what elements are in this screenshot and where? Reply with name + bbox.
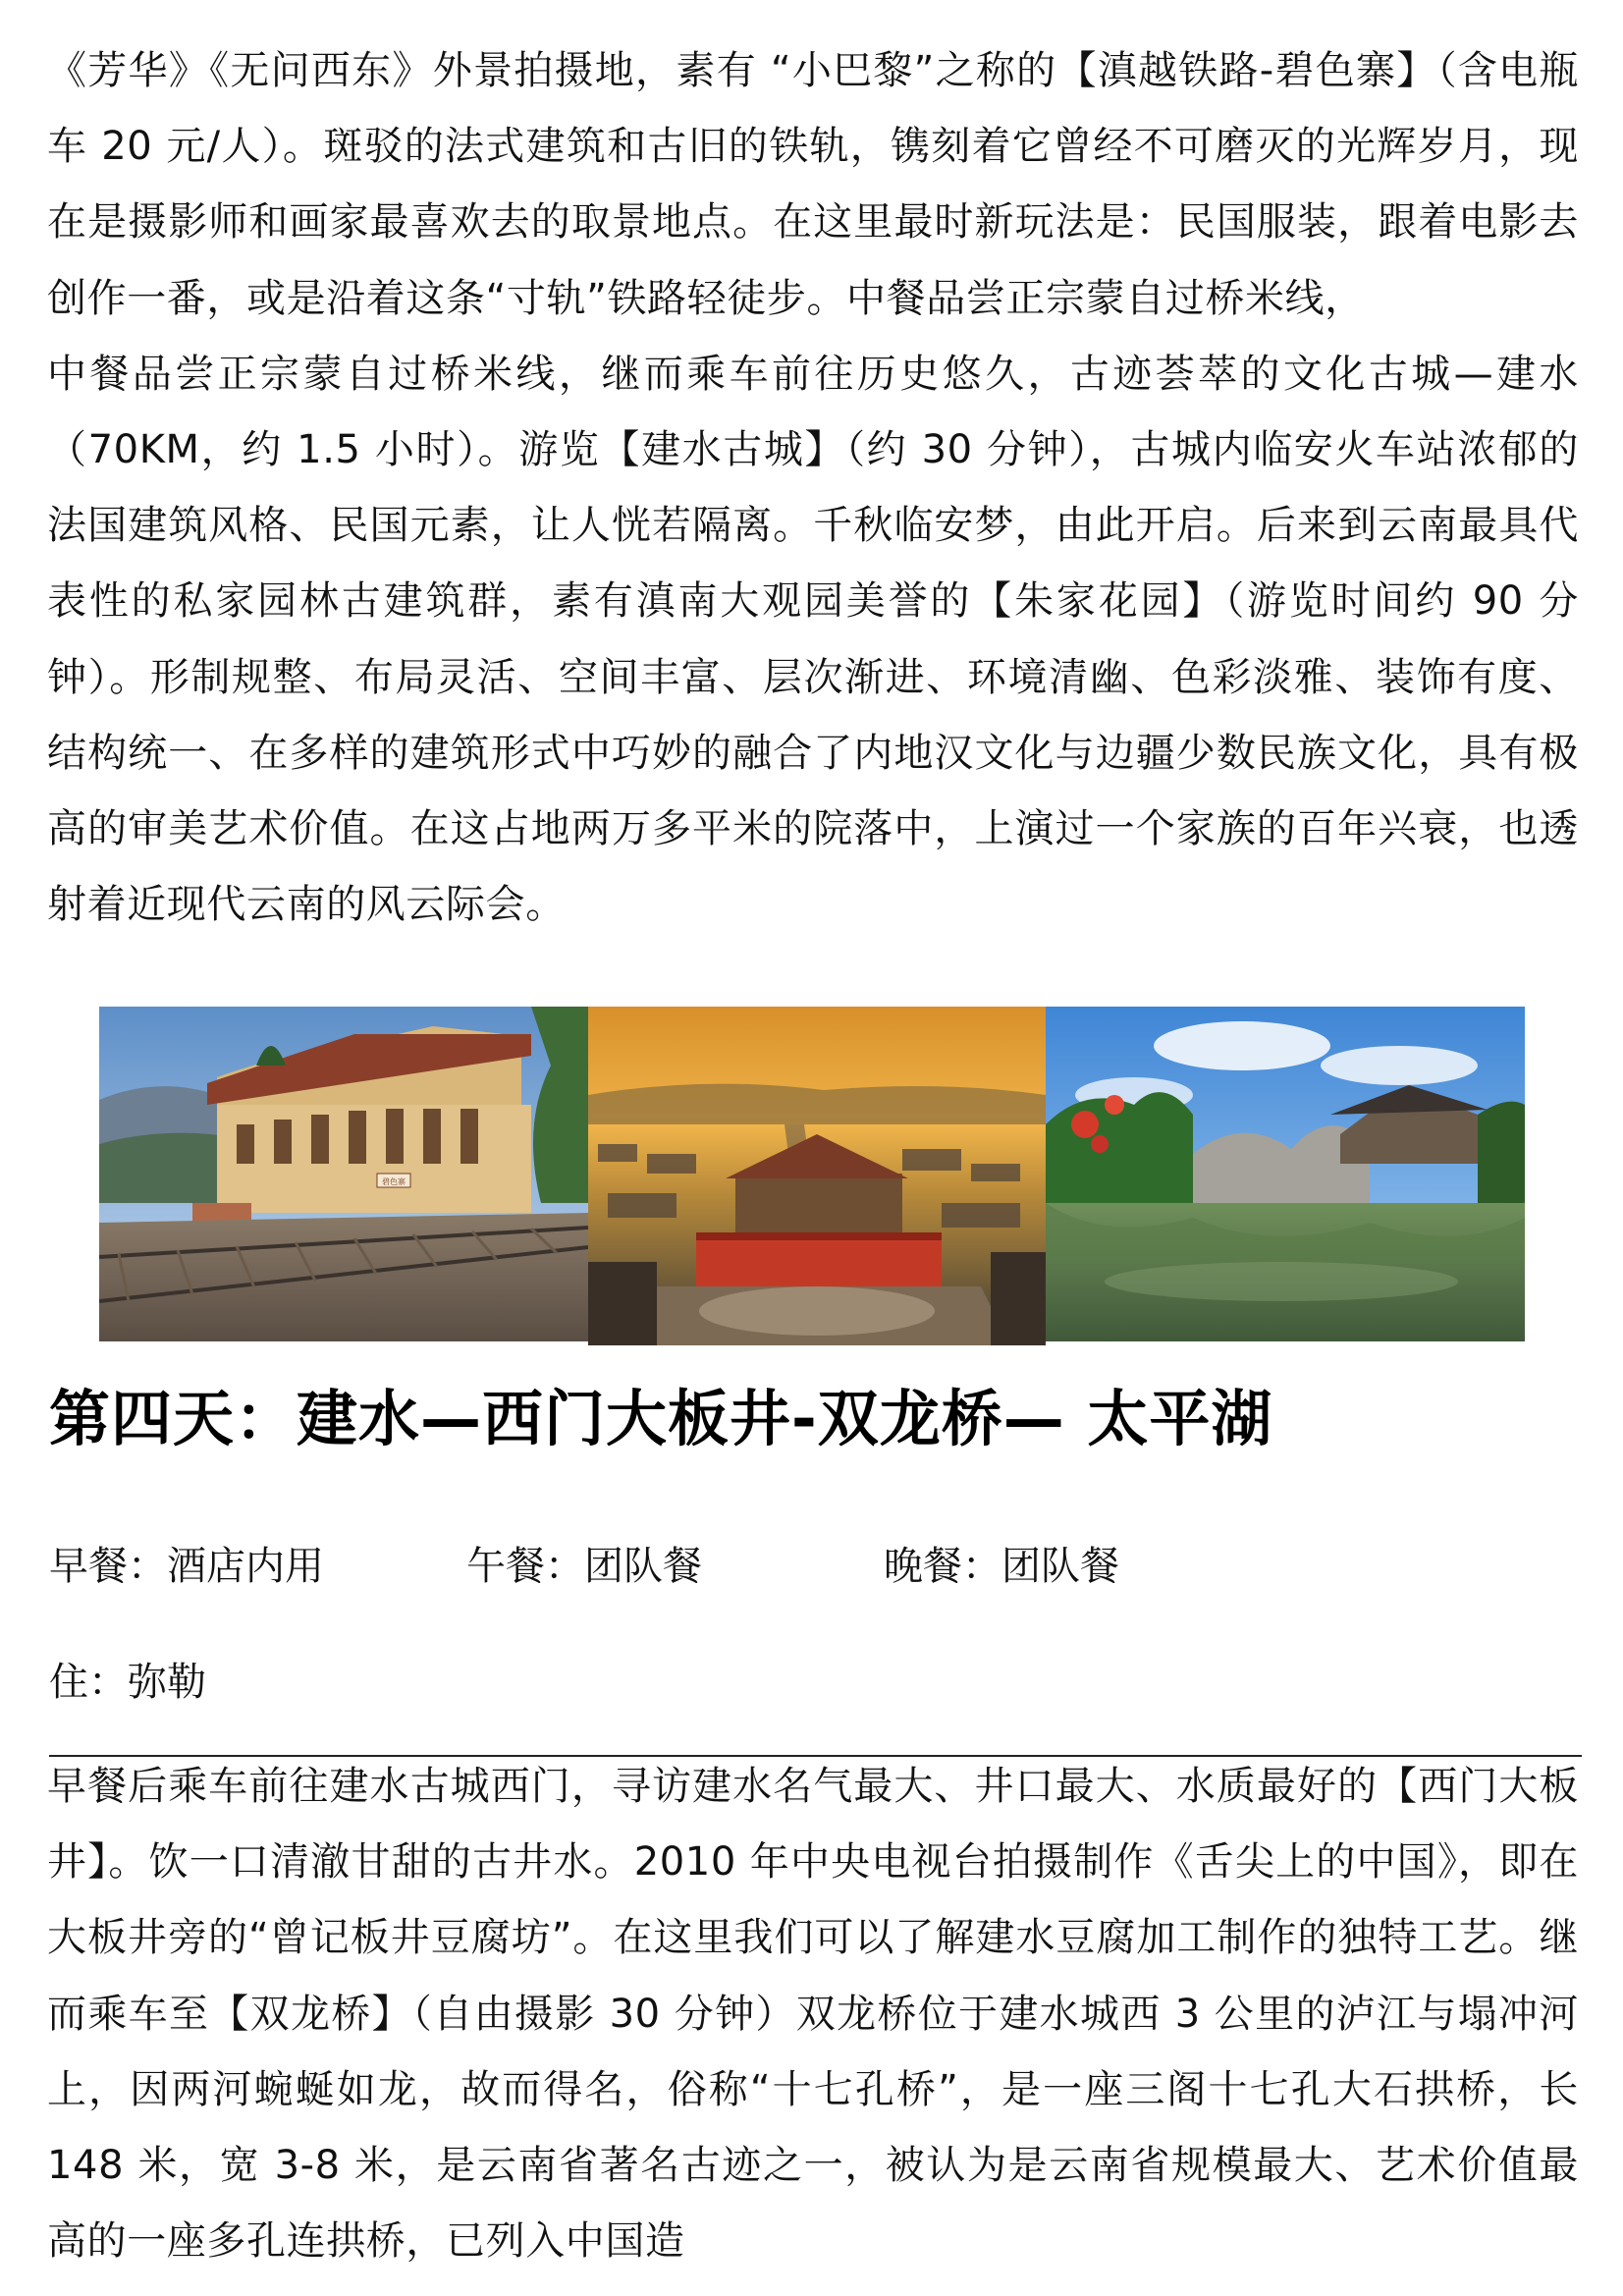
day-four-heading: 第四天：建水—西门大板井-双龙桥— 太平湖	[49, 1383, 1273, 1454]
intro-paragraph: 《芳华》《无问西东》外景拍摄地，素有 “小巴黎”之称的【滇越铁路-碧色寨】（含电瓶车 20 元/人）。斑驳的法式建筑和古旧的铁轨，镌刻着它曾经不可磨灭的光辉岁月，现在是摄影师和画家最喜欢去的取景地点。在这里最时新玩法是：民国服装，跟着电影去创作一番，或是沿着这条“寸轨”铁路轻徒步。中餐品尝正宗蒙自过桥米线， 中餐品尝正宗蒙自过桥米线，继而乘车前往历史悠久，古迹荟萃的文化古城—建水（70KM，约 1.5 小时）。游览【建水古城】（约 30 分钟），古城内临安火车站浓郁的法国建筑风格、民国元素，让人恍若隔离。千秋临安梦，由此开启。后来到云南最具代表性的私家园林古建筑群，素有滇南大观园美誉的【朱家花园】（游览时间约 90 分钟）。形制规整、布局灵活、空间丰富、层次渐进、环境清幽、色彩淡雅、装饰有度、结构统一、在多样的建筑形式中巧妙的融合了内地汉文化与边疆少数民族文化，具有极高的审美艺术价值。在这占地两万多平米的院落中，上演过一个家族的百年兴衰，也透射着近现代云南的风云际会。	[47, 48, 1579, 928]
jianshui-old-town-aerial-photo	[588, 1007, 1046, 1345]
bisezhai-station-photo	[99, 1007, 588, 1341]
meal-info-row	[49, 1537, 1581, 1596]
day-four-paragraph: 早餐后乘车前往建水古城西门，寻访建水名气最大、井口最大、水质最好的【西门大板井】。饮一口清澈甘甜的古井水。2010 年中央电视台拍摄制作《舌尖上的中国》，即在大板井旁的“曾记板井豆腐坊”。在这里我们可以了解建水豆腐加工制作的独特工艺。继而乘车至【双龙桥】（自由摄影 30 分钟）双龙桥位于建水城西 3 公里的泸江与塌冲河上，因两河蜿蜒如龙，故而得名，俗称“十七孔桥”，是一座三阁十七孔大石拱桥，长 148 米，宽 3-8 米，是云南省著名古迹之一，被认为是云南省规模最大、艺术价值最高的一座多孔连拱桥，已列入中国造	[47, 1764, 1580, 2265]
breakfast-info: 早餐：酒店内用	[49, 1544, 324, 1589]
station-sign-text: 碧色寨	[382, 1177, 406, 1186]
accommodation-info: 住：弥勒	[49, 1660, 206, 1705]
photo-strip	[99, 1007, 1525, 1345]
dinner-info: 晚餐：团队餐	[884, 1544, 1119, 1589]
zhu-family-garden-photo	[1046, 1007, 1525, 1341]
lunch-info: 午餐：团队餐	[466, 1544, 702, 1589]
